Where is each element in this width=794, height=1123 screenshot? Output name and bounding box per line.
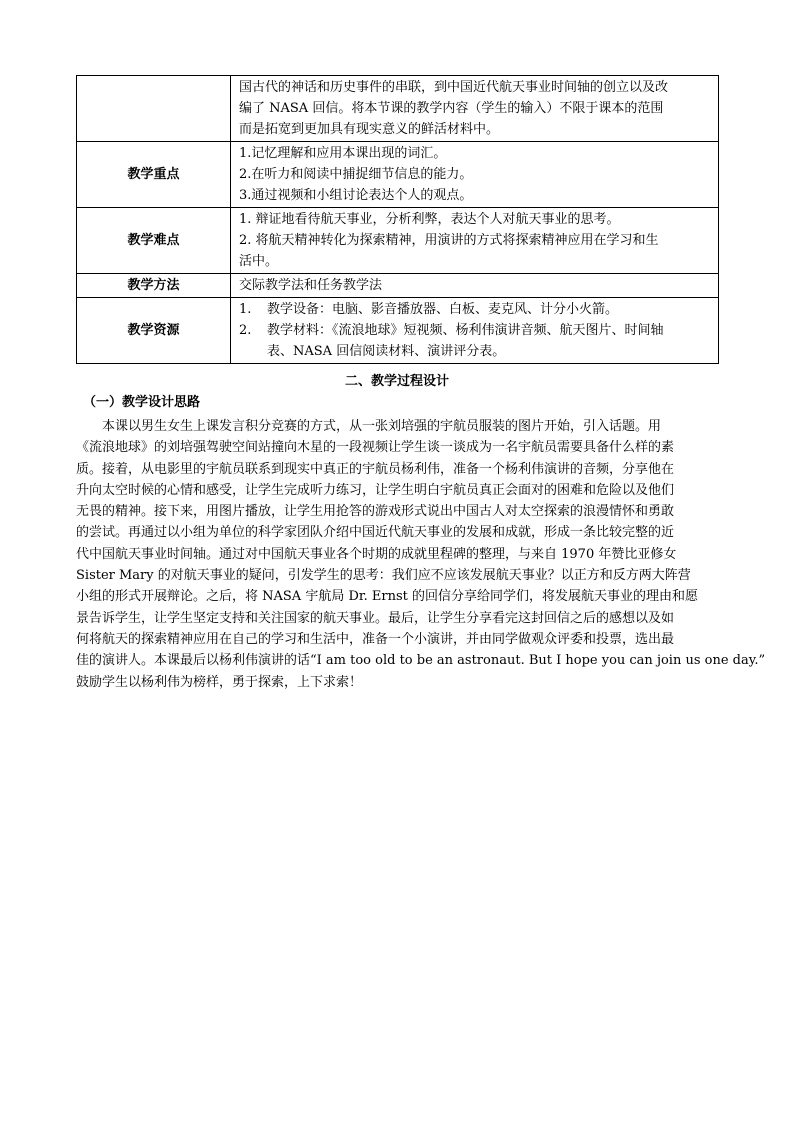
list-item: 2. 将航天精神转化为探索精神，用演讲的方式将探索精神应用在学习和生 [239,233,659,248]
text-line: 鼓励学生以杨利伟为榜样，勇于探索，上下求索！ [76,674,363,690]
table-row [77,208,719,274]
table-row [77,142,719,208]
text-line: Sister Mary 的对航天事业的疑问，引发学生的思考：我们应不应该发展航天事业？以正方和反方两大阵营 [76,568,691,584]
text-line: 教学材料：《流浪地球》短视频、杨利伟演讲音频、航天图片、时间轴 [267,323,664,338]
empty-header-cell [77,76,231,142]
text-line: 教学设备：电脑、影音播放器、白板、麦克风、计分小火箭。 [267,302,619,317]
text-line: 国古代的神话和历史事件的串联，到中国近代航天事业时间轴的创立以及改 [239,80,669,95]
list-item: 1. 辩证地看待航天事业，分析利弊，表达个人对航天事业的思考。 [239,212,620,227]
text-line: 表、NASA 回信阅读材料、演讲评分表。 [267,344,506,359]
resources-label: 教学资源 [77,298,231,364]
text-line: 本课以男生女生上课发言积分竞赛的方式，从一张刘培强的宇航员服装的图片开始，引入话题。用 [102,419,662,434]
text-line: 升向太空时候的心情和感受，让学生完成听力练习，让学生明白宇航员真正会面对的困难和危险以及他们 [76,482,675,498]
table-row [77,76,719,142]
text-line: 质。接着，从电影里的宇航员联系到现实中真正的宇航员杨利伟，准备一个杨利伟演讲的音频，分享他在 [76,461,675,477]
list-item: 2.在听力和阅读中捕捉细节信息的能力。 [239,167,473,182]
list-item: 1.记忆理解和应用本课出现的词汇。 [239,146,447,161]
list-number: 1. [239,302,252,317]
text-line: 而是拓宽到更加具有现实意义的鲜活材料中。 [239,122,500,137]
text-line: 代中国航天事业时间轴。通过对中国航天事业各个时期的成就里程碑的整理，与来自 1970 年赞比亚修女 [76,546,677,562]
text-line: 的尝试。再通过以小组为单位的科学家团队介绍中国近代航天事业的发展和成就，形成一条比较完整的近 [76,525,675,541]
difficulties-cell [231,208,719,274]
list-item: 3.通过视频和小组讨论表达个人的观点。 [239,188,473,203]
text-line: 小组的形式开展辩论。之后，将 NASA 宇航局 Dr. Ernst 的回信分享给同学们，将发展航天事业的理由和愿 [76,589,699,605]
text-line: 佳的演讲人。本课最后以杨利伟演讲的话“I am too old to be an astronaut. But I hope you can join us one day.” [76,653,766,669]
methods-cell: 交际教学法和任务教学法 [231,274,719,298]
text-line: 编了 NASA 回信。将本节课的教学内容（学生的输入）不限于课本的范围 [239,101,664,116]
continuation-cell [231,76,719,142]
text-line: 《流浪地球》的刘培强驾驶空间站撞向木星的一段视频让学生谈一谈成为一名宇航员需要具备什么样的素 [76,440,675,456]
text-line: 景告诉学生，让学生坚定支持和关注国家的航天事业。最后，让学生分享看完这封回信之后的感想以及如 [76,610,675,626]
text-line: 无畏的精神。接下来，用图片播放，让学生用抢答的游戏形式说出中国古人对太空探索的浪漫情怀和勇敢 [76,504,675,520]
key-points-label: 教学重点 [77,142,231,208]
difficulties-label: 教学难点 [77,208,231,274]
key-points-cell [231,142,719,208]
table-row [77,298,719,364]
sub-title: （一）教学设计思路 [83,395,201,410]
resources-cell [231,298,719,364]
section-title: 二、教学过程设计 [344,374,449,389]
list-item: 活中。 [239,254,279,269]
table-row [77,274,719,298]
list-item [239,299,711,320]
design-paragraph [76,416,766,693]
text-line: 何将航天的探索精神应用在自己的学习和生活中，准备一个小演讲，并由同学做观众评委和投票，选出最 [76,631,675,647]
methods-label: 教学方法 [77,274,231,298]
list-number: 2. [239,323,252,338]
list-item [239,320,711,362]
lesson-plan-table [76,75,719,364]
